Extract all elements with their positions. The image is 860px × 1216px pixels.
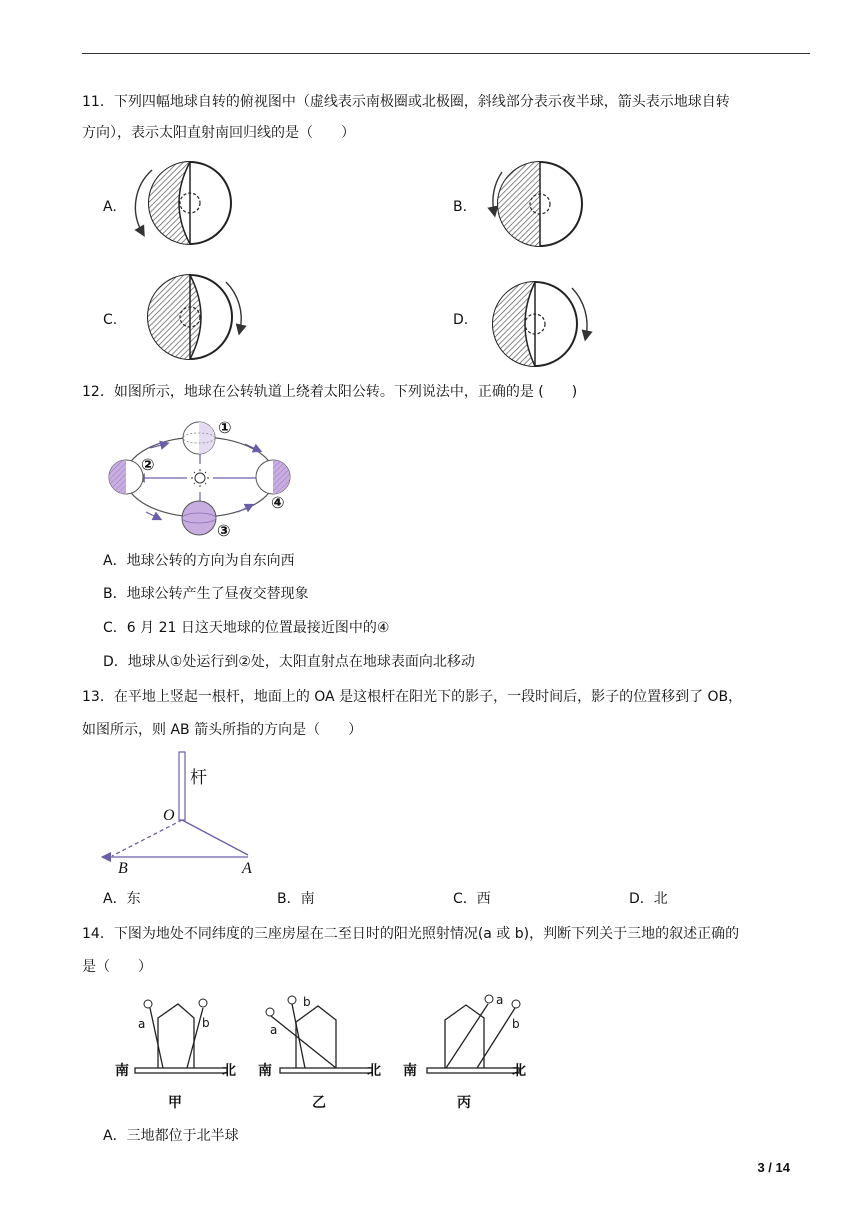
- q13-option-c: C．西: [453, 891, 491, 907]
- q14-stem-line1: 14．下图为地处不同纬度的三座房屋在二至日时的阳光照射情况(a 或 b)，判断下列关于三地的叙述正确的: [82, 926, 740, 942]
- q14-sun-icons: [144, 995, 520, 1016]
- q13-label-a: A: [242, 860, 252, 877]
- q12-label-4: ④: [271, 493, 285, 512]
- q12-option-d: D．地球从①处运行到②处，太阳直射点在地球表面向北移动: [103, 654, 475, 670]
- q14-sun-b-house2: b: [303, 995, 311, 1009]
- q11-option-b-label: B.: [453, 199, 468, 215]
- q14-sun-a-house3: a: [496, 993, 504, 1007]
- q14-houses-figure: [135, 1004, 519, 1073]
- q11-option-a-label: A.: [103, 199, 117, 215]
- q11-figure-b: [493, 162, 582, 246]
- q12-option-a: A．地球公转的方向为自东向西: [103, 553, 295, 569]
- q13-option-a: A．东: [103, 891, 141, 907]
- q14-sun-b-house3: b: [512, 1017, 520, 1031]
- page-number: 3 / 14: [757, 1160, 790, 1175]
- q12-option-c: C．6 月 21 日这天地球的位置最接近图中的④: [103, 620, 390, 636]
- q14-sun-a-house2: a: [270, 1023, 278, 1037]
- q14-option-a: A．三地都位于北半球: [103, 1128, 239, 1144]
- q13-option-b: B．南: [277, 891, 315, 907]
- q13-label-b: B: [118, 860, 128, 877]
- q12-stem: 12．如图所示，地球在公转轨道上绕着太阳公转。下列说法中，正确的是 ( ): [82, 384, 578, 400]
- q12-orbit-figure: [109, 422, 290, 535]
- q14-caption-house2: 乙: [312, 1095, 326, 1111]
- q13-label-pole: 杆: [190, 768, 207, 788]
- q11-option-d-label: D.: [453, 312, 469, 328]
- q13-pole-figure: [106, 752, 248, 857]
- q11-option-c-label: C.: [103, 312, 118, 328]
- q14-sun-b-house1: b: [202, 1016, 210, 1030]
- q13-stem-line1: 13．在平地上竖起一根杆，地面上的 OA 是这根杆在阳光下的影子，一段时间后，影子的位置移到了 OB，: [82, 689, 743, 705]
- q14-south-house3: 南: [403, 1063, 417, 1079]
- q14-north-house3: 北: [512, 1063, 526, 1079]
- q11-figure-d: [493, 282, 587, 366]
- q12-label-2: ②: [141, 455, 155, 474]
- q14-south-house2: 南: [258, 1063, 272, 1079]
- q11-figure-c: [148, 275, 241, 359]
- q14-caption-house1: 甲: [168, 1095, 182, 1111]
- q13-option-d: D．北: [629, 891, 668, 907]
- q14-sun-a-house1: a: [138, 1017, 146, 1031]
- q12-label-3: ③: [217, 521, 231, 540]
- q14-north-house1: 北: [222, 1063, 236, 1079]
- q14-south-house1: 南: [115, 1063, 129, 1079]
- q12-label-1: ①: [218, 418, 232, 437]
- q12-option-b: B．地球公转产生了昼夜交替现象: [103, 586, 309, 602]
- q13-stem-line2: 如图所示，则 AB 箭头所指的方向是（ ）: [82, 722, 363, 738]
- q11-stem-line2: 方向），表示太阳直射南回归线的是（ ）: [82, 125, 355, 141]
- q14-caption-house3: 丙: [457, 1095, 471, 1111]
- q14-stem-line2: 是（ ）: [82, 959, 152, 975]
- q14-north-house2: 北: [367, 1063, 381, 1079]
- q11-stem-line1: 11．下列四幅地球自转的俯视图中（虚线表示南极圈或北极圈，斜线部分表示夜半球，箭头表示地球自转: [82, 94, 730, 110]
- q13-label-o: O: [163, 807, 175, 824]
- q11-figure-a: [135, 162, 231, 244]
